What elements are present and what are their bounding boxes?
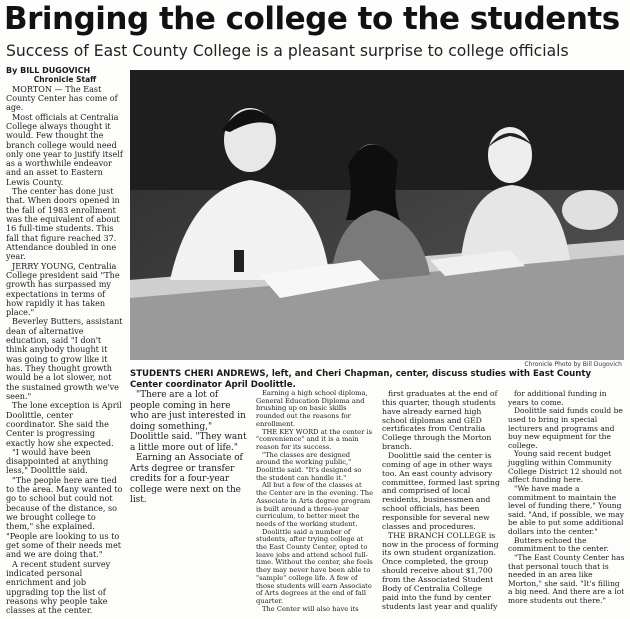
paragraph: Doolittle said funds could be used to bring in special lecturers and programs and buy new equipment for the college. [508, 406, 623, 450]
paragraph: THE KEY WORD at the center is "convenience" and it is a main reason for its success. [256, 427, 373, 451]
paragraph: THE BRANCH COLLEGE is now in the process of forming its own student organization. Once completed, the group should receive about $1,700 from the Associated Student Body of Centralia College paid into the fund by center students last year and qualify [382, 530, 499, 611]
paragraph: Most officials at Centralia College always thought it would. Few thought the branch college would need only one year to justify itself as a worthwhile endeavor and an asset to Eastern Lewis County. [6, 111, 123, 187]
news-photo [130, 70, 624, 360]
paragraph: A recent student survey indicated personal enrichment and job upgrading top the list of reasons why people take classes at the center. [6, 558, 111, 616]
paragraph: The center has done just that. When doors opened in the fall of 1983 enrollment was the equivalent of about 16 full-time students. This fall that figure reached 37. Attendance doubled in one year. [6, 186, 120, 262]
paragraph: Earning a high school diploma, General Education Diploma and brushing up on basic skills rounded out the reasons for enrollment. [256, 389, 368, 428]
paragraph: All but a few of the classes at the Center are in the evening. The Associate in Arts degree program is built around a three-year curriculum, to better meet the needs of the working student. [256, 481, 374, 528]
paragraph: Beverley Butters, assistant dean of alternative education, said "I don't think anybody thought it was going to grow like it has. They thought growth would be a lot slower, not the sustained growth we've seen." [6, 316, 123, 401]
column-1 [6, 66, 124, 615]
byline-title: Chronicle Staff [33, 75, 97, 85]
paragraph: Butters echoed the commitment to the center. [508, 535, 609, 554]
photo-illustration [130, 70, 624, 360]
column-2 [130, 390, 248, 506]
paragraph: MORTON — The East County Center has come of age. [6, 83, 118, 113]
paragraph: "The classes are designed around the working public," Doolittle said. "It's designed so the student can handle it." [256, 450, 362, 482]
paragraph: Young said recent budget juggling within Community College District 12 should not affect funding here. [508, 449, 622, 485]
paragraph: "The people here are tied to the area. Many wanted to go to school but could not because of the distance, so we brought college to them," she explained. "People are looking to us to get some of their needs met and we are doing that." [6, 474, 123, 560]
headline: Bringing the college to the students [4, 1, 620, 37]
paragraph: Doolittle said a number of students, after trying college at the East County Center, opted to leave jobs and attend school full-time. Without the center, she feels they may never have been able to "sample" college life. A few of those students will earn Associate of Arts degrees at the end of fall quarter. [256, 527, 373, 605]
subheadline: Success of East County College is a pleasant surprise to college officials [6, 42, 569, 60]
paragraph: first graduates at the end of this quarter, though students have already earned high school diplomas and GED certificates from Centralia College through the Morton branch. [382, 389, 498, 452]
paragraph: Doolittle said the center is coming of age in other ways too. An east county advisory committee, formed last spring and comprised of local residents, businessmen and school officials, has been responsible for several new classes and procedures. [382, 451, 500, 531]
paragraph: Earning an Associate of Arts degree or transfer credits for a four-year college were next on the list. [130, 453, 243, 505]
paragraph: JERRY YOUNG, Centralia College president said "The growth has surpassed my expectations in terms of how rapidly it has taken place." [6, 260, 120, 318]
column-5 [508, 390, 626, 606]
paragraph: The Center will also have its [262, 604, 359, 613]
paragraph: "We have made a commitment to maintain the level of funding there," Young said. "And, if possible, we may be able to put some additional dollars into the center." [508, 483, 624, 536]
paragraph: "I would have been disappointed at anything less," Doolittle said. [6, 446, 109, 476]
column-3 [256, 390, 374, 613]
photo-credit: Chronicle Photo by Bill Dugovich [524, 361, 622, 368]
paragraph: The lone exception is April Doolittle, center coordinator. She said the Center is progressing exactly how she expected. [6, 400, 122, 448]
paragraph: "The East County Center has that personal touch that is needed in an area like Morton," she said. "It's filling a big need. And there are a lot more students out there." [508, 552, 625, 605]
column-4 [382, 390, 500, 611]
byline-name: By BILL DUGOVICH [6, 66, 91, 75]
photo-caption: STUDENTS CHERI ANDREWS, left, and Cheri Chapman, center, discuss studies with East County Center coordinator April Doolittle. [130, 369, 592, 390]
paragraph: for additional funding in years to come. [508, 389, 607, 407]
paragraph: "There are a lot of people coming in here who are just interested in doing something," Doolittle said. "They want a little more out of life." [130, 390, 247, 453]
